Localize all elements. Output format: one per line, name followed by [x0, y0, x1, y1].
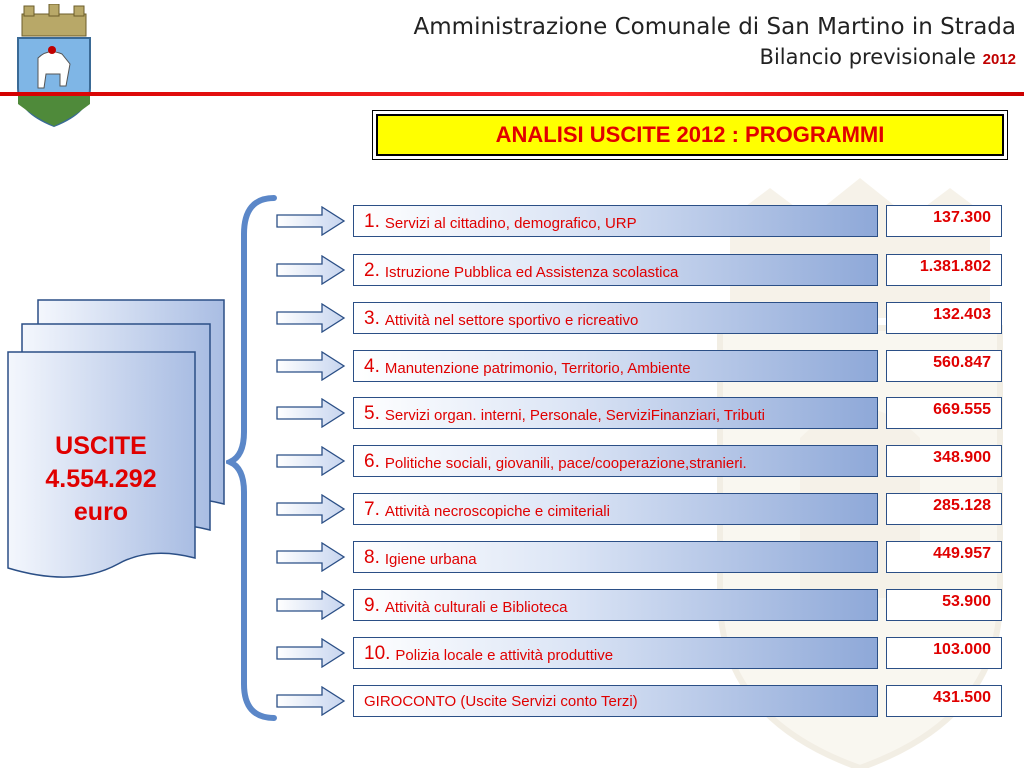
arrow-right-icon	[276, 494, 346, 524]
program-row	[353, 445, 878, 477]
municipality-name: Amministrazione Comunale di San Martino in Strada	[413, 14, 1016, 40]
program-amount: 449.957	[886, 541, 1002, 573]
arrow-right-icon	[276, 446, 346, 476]
program-row	[353, 254, 878, 286]
program-number: 8.	[364, 547, 380, 568]
arrow-right-icon	[276, 398, 346, 428]
program-number: 6.	[364, 451, 380, 472]
program-label: Igiene urbana	[384, 551, 477, 568]
program-label: Attività necroscopiche e cimiteriali	[384, 503, 610, 520]
program-amount: 285.128	[886, 493, 1002, 525]
program-number: 4.	[364, 356, 380, 377]
program-amount: 431.500	[886, 685, 1002, 717]
program-row	[353, 493, 878, 525]
slide-title: ANALISI USCITE 2012 : PROGRAMMI	[376, 114, 1004, 156]
arrow-right-icon	[276, 303, 346, 333]
program-row	[353, 302, 878, 334]
program-amount: 103.000	[886, 637, 1002, 669]
arrow-right-icon	[276, 542, 346, 572]
program-amount: 137.300	[886, 205, 1002, 237]
program-row	[353, 541, 878, 573]
budget-year: 2012	[982, 51, 1016, 68]
header-title	[414, 12, 1016, 75]
program-number: 1.	[364, 211, 380, 232]
program-amount: 669.555	[886, 397, 1002, 429]
arrow-right-icon	[276, 206, 346, 236]
budget-subtitle	[414, 42, 1016, 75]
arrow-right-icon	[276, 351, 346, 381]
slide-title-frame	[372, 110, 1008, 160]
total-title: USCITE	[55, 432, 147, 460]
program-row	[353, 350, 878, 382]
program-amount: 53.900	[886, 589, 1002, 621]
budget-label: Bilancio previsionale	[759, 45, 976, 69]
program-number: 3.	[364, 308, 380, 329]
program-label: Polizia locale e attività produttive	[395, 647, 614, 664]
arrow-right-icon	[276, 255, 346, 285]
program-label: Attività culturali e Biblioteca	[384, 599, 568, 616]
arrow-right-icon	[276, 686, 346, 716]
municipal-crest-icon	[12, 4, 96, 128]
arrow-right-icon	[276, 638, 346, 668]
curly-brace-icon	[226, 194, 278, 722]
total-unit: euro	[73, 498, 129, 526]
program-row	[353, 589, 878, 621]
program-label: Servizi al cittadino, demografico, URP	[384, 215, 637, 232]
program-label: Attività nel settore sportivo e ricreativo	[384, 312, 639, 329]
program-row	[353, 685, 878, 717]
program-number: 5.	[364, 403, 380, 424]
program-number: 10.	[364, 643, 391, 664]
program-label: Servizi organ. interni, Personale, ServiziFinanziari, Tributi	[384, 407, 766, 424]
program-label: Politiche sociali, giovanili, pace/cooperazione,stranieri.	[384, 455, 747, 472]
header-divider	[0, 92, 1024, 96]
total-expenditure-label	[8, 430, 194, 529]
program-row	[353, 397, 878, 429]
program-number: 7.	[364, 499, 380, 520]
program-amount: 560.847	[886, 350, 1002, 382]
program-label: GIROCONTO (Uscite Servizi conto Terzi)	[364, 692, 638, 710]
program-amount: 132.403	[886, 302, 1002, 334]
program-number: 9.	[364, 595, 380, 616]
program-amount: 1.381.802	[886, 254, 1002, 286]
program-label: Manutenzione patrimonio, Territorio, Ambiente	[384, 360, 691, 377]
program-row	[353, 205, 878, 237]
arrow-right-icon	[276, 590, 346, 620]
program-row	[353, 637, 878, 669]
total-amount: 4.554.292	[45, 465, 157, 493]
program-label: Istruzione Pubblica ed Assistenza scolastica	[384, 264, 679, 281]
program-amount: 348.900	[886, 445, 1002, 477]
program-number: 2.	[364, 260, 380, 281]
